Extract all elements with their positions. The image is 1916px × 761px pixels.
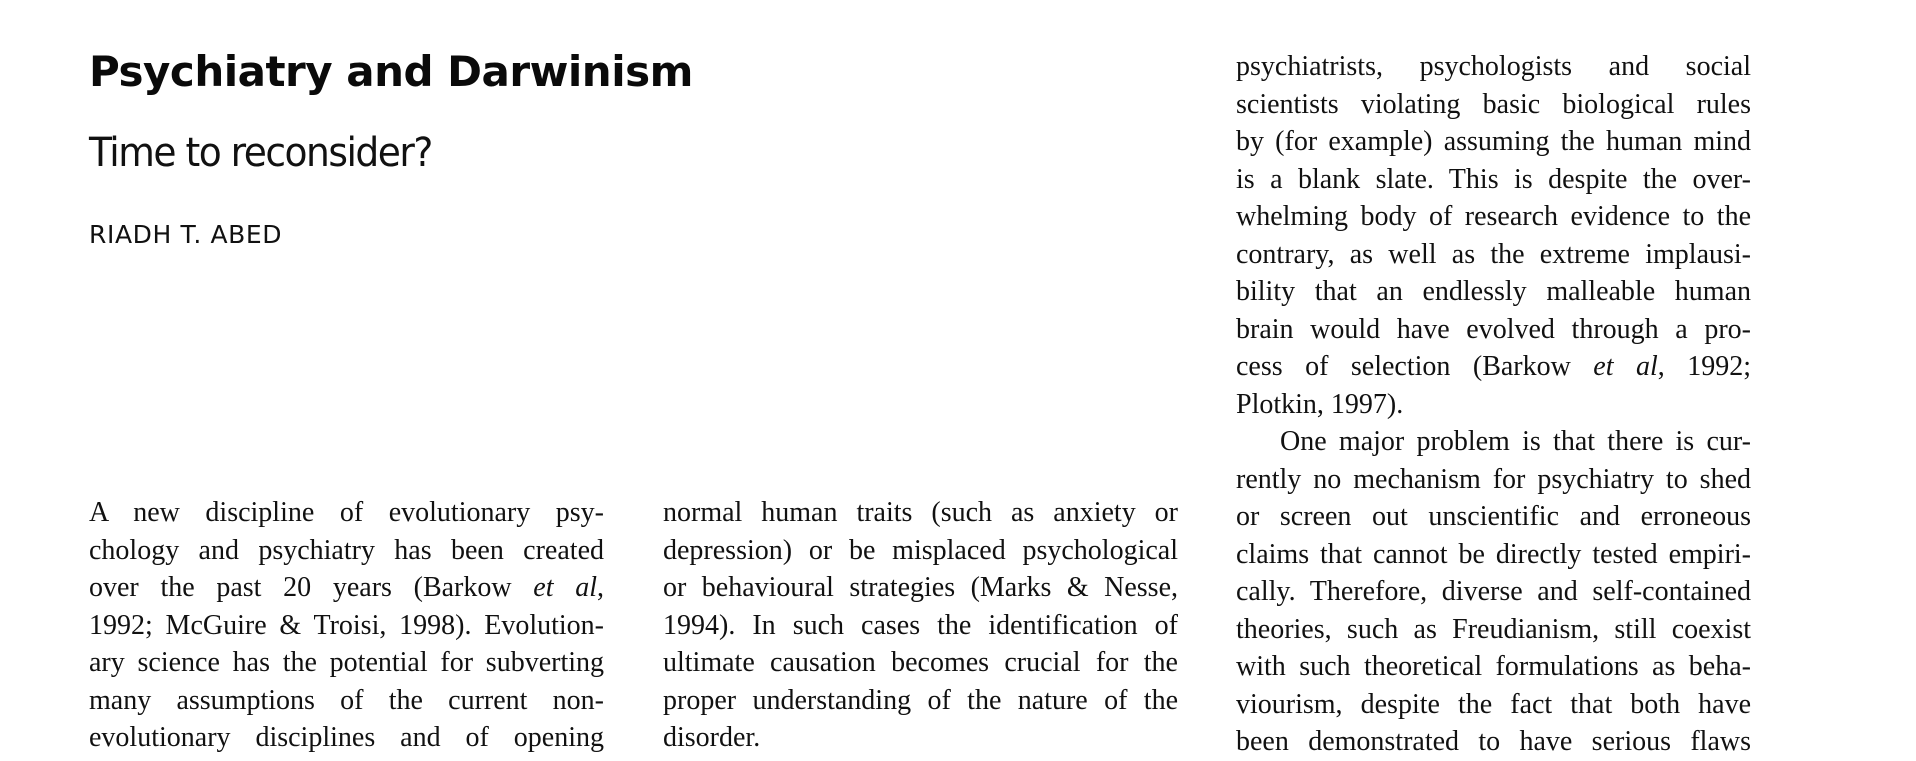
paragraph-start-line: One major problem is that there is cur- bbox=[1280, 426, 1751, 457]
text-line: with such theoretical formulations as beha- bbox=[1236, 651, 1751, 682]
text-line: by (for example) assuming the human mind bbox=[1236, 126, 1751, 157]
text-line: bility that an endlessly malleable human bbox=[1236, 276, 1751, 307]
article-title: Psychiatry and Darwinism bbox=[89, 47, 693, 96]
text-line: scientists violating basic biological rules bbox=[1236, 88, 1751, 120]
text-line: viourism, despite the fact that both have bbox=[1236, 688, 1751, 720]
text-line-with-citation bbox=[1236, 348, 1751, 386]
body-column-3 bbox=[1236, 48, 1751, 761]
text-line: cally. Therefore, diverse and self-contained bbox=[1236, 576, 1751, 607]
text-line: been demonstrated to have serious flaws bbox=[1236, 726, 1751, 757]
text-line: many assumptions of the current non- bbox=[89, 684, 604, 716]
text-line: depression) or be misplaced psychological bbox=[663, 534, 1178, 566]
text-line: claims that cannot be directly tested empiri- bbox=[1236, 538, 1751, 570]
text-line: A new discipline of evolutionary psy- bbox=[89, 497, 604, 528]
text-line: disorder. bbox=[663, 722, 761, 753]
text-line: 1992; McGuire & Troisi, 1998). Evolution- bbox=[89, 609, 604, 641]
text-line: or screen out unscientific and erroneous bbox=[1236, 501, 1751, 532]
text-line: proper understanding of the nature of the bbox=[663, 684, 1178, 716]
body-column-1 bbox=[89, 494, 604, 757]
text-line: or behavioural strategies (Marks & Nesse, bbox=[663, 572, 1178, 603]
article-author: RIADH T. ABED bbox=[89, 220, 283, 249]
text-line: theories, such as Freudianism, still coexist bbox=[1236, 613, 1751, 645]
text-line: rently no mechanism for psychiatry to shed bbox=[1236, 463, 1751, 495]
text-segment: over the past 20 years (Barkow bbox=[89, 572, 534, 603]
text-line: chology and psychiatry has been created bbox=[89, 534, 604, 566]
text-line-with-citation bbox=[89, 569, 604, 607]
text-segment: , 1992; bbox=[1657, 351, 1751, 382]
text-line: ary science has the potential for subverting bbox=[89, 647, 604, 678]
text-segment: , bbox=[596, 572, 604, 603]
text-line: is a blank slate. This is despite the over- bbox=[1236, 163, 1751, 195]
text-segment: cess of selection (Barkow bbox=[1236, 351, 1594, 382]
text-line: normal human traits (such as anxiety or bbox=[663, 497, 1178, 528]
text-line: evolutionary disciplines and of opening bbox=[89, 722, 604, 753]
text-line: contrary, as well as the extreme implausi- bbox=[1236, 238, 1751, 270]
text-line: whelming body of research evidence to the bbox=[1236, 201, 1751, 232]
text-line: 1994). In such cases the identification of bbox=[663, 609, 1178, 641]
text-line: brain would have evolved through a pro- bbox=[1236, 313, 1751, 345]
body-column-2 bbox=[663, 494, 1178, 757]
text-line: psychiatrists, psychologists and social bbox=[1236, 51, 1751, 82]
text-line: ultimate causation becomes crucial for the bbox=[663, 647, 1178, 678]
text-line: Plotkin, 1997). bbox=[1236, 388, 1404, 420]
italic-et-al: et al bbox=[533, 572, 597, 603]
article-subtitle: Time to reconsider? bbox=[89, 130, 432, 176]
italic-et-al: et al bbox=[1593, 351, 1658, 382]
